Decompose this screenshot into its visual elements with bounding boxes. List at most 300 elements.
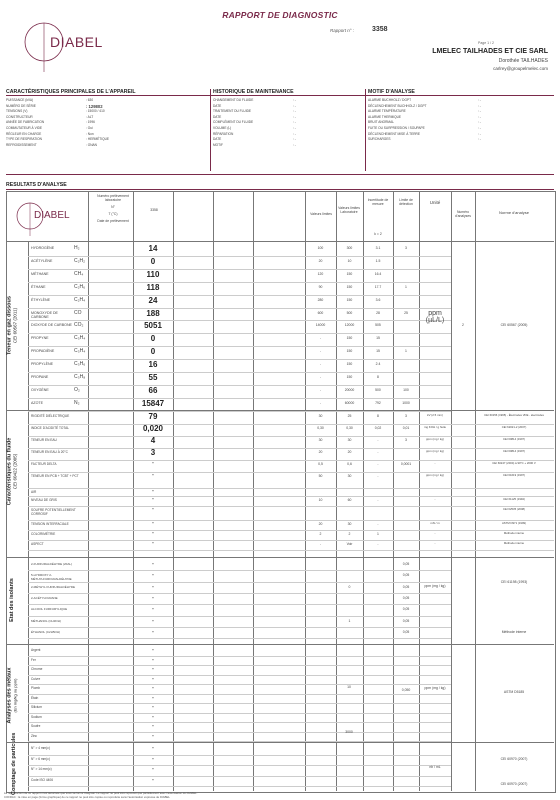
gas-lab: 300: [346, 246, 353, 250]
iso-value: -: [152, 583, 154, 590]
carac-value: : 129802: [86, 103, 103, 109]
fluid-norm: CEI 62021-2 (2007): [501, 425, 527, 429]
carac-value: : Oui: [86, 125, 93, 130]
part-name: Code ISO 4406: [31, 777, 53, 782]
gas-formula: H₂: [74, 245, 80, 251]
carac-label: ANNÉE DE FABRICATION: [6, 120, 45, 125]
fluid-limit: 30: [318, 414, 323, 418]
report-number: 3358: [372, 26, 388, 33]
carac-label: NUMÉRO DE SÉRIE: [6, 103, 36, 108]
fluid-inc: -: [377, 542, 379, 546]
fluid-name: SOUFRE POTENTIELLEMENT CORROSIF: [31, 508, 76, 516]
motif-value: : -: [478, 137, 481, 142]
motif-value: : -: [478, 125, 481, 130]
carac-label: CONSTRUCTEUR: [6, 114, 33, 119]
histo-value: : -: [293, 137, 296, 142]
fluid-norm: CEI 60156 (1995) - Électrodes VDE - électrodes: [484, 413, 544, 417]
motif-value: : -: [478, 109, 481, 114]
motif-label: ALARME THERMIQUE: [368, 114, 402, 119]
gas-name: PROPADIÈNE: [31, 349, 55, 354]
fluid-limit: 0,30: [317, 426, 324, 430]
fluid-lab: 30: [347, 438, 352, 442]
metal-name: Silicium: [31, 705, 42, 709]
gas-lab: 150: [346, 349, 353, 354]
motif-label: DÉCLENCHEMENT BUCHHOLZ / DGPT: [368, 103, 427, 108]
iso-name: 2-MÉTHYL FURFURALDÉHYDE: [31, 584, 76, 589]
iso-name: 5-HYDROXY 2-MÉTHYLFURFURALDÉHYDE: [31, 573, 72, 582]
gas-lab: 150: [346, 284, 353, 289]
gas-inc: 792: [375, 400, 381, 405]
fluid-name: ASPECT: [31, 542, 44, 546]
fluid-value: -: [152, 520, 154, 526]
iso-name: 2-FURFURALDÉHYDE (2FAL): [31, 562, 73, 566]
gas-value: 188: [146, 308, 160, 318]
gas-det: 1: [405, 284, 407, 289]
metal-name: Plomb: [31, 686, 41, 690]
motif-label: FUITE OU SURPRESSION / SOUPAPE: [368, 125, 425, 130]
fluid-value: -: [152, 496, 154, 502]
metal-norm: ASTM D5185: [503, 690, 525, 694]
gas-value: 55: [148, 373, 158, 382]
gas-limit: 280: [317, 297, 324, 302]
gas-name: OXYGÈNE: [31, 387, 49, 392]
carac-list: [6, 98, 206, 148]
gas-value: 5051: [144, 321, 162, 331]
gas-inc: 8: [377, 375, 379, 379]
carac-row: [6, 143, 206, 149]
gas-limit: -: [319, 400, 322, 405]
metal-unit: ppm (mg / kg): [424, 686, 446, 690]
gas-inc: 1.5: [375, 258, 381, 263]
group-isolants-label: Etat des isolants: [9, 578, 15, 622]
gas-inc: 505: [375, 323, 381, 328]
gas-value: 0: [150, 334, 156, 344]
carac-value: : HERMÉTIQUE: [86, 137, 110, 142]
th-detect: Limite de détection: [399, 198, 413, 206]
metal-value: -: [152, 675, 154, 682]
gas-value: 16: [148, 360, 158, 370]
fluid-unit: ppm (mg / kg): [426, 473, 444, 477]
gas-lab: 150: [346, 375, 353, 379]
metal-name: Soufre: [31, 724, 41, 728]
fluid-norm: ASTM D971 (1999): [501, 521, 527, 525]
th-ref: [135, 196, 173, 212]
fluid-unit: ppm (mg / kg): [426, 449, 444, 453]
iso-norm: CEI 61198 (1993): [500, 580, 528, 584]
th-norm: Norme d'analyse: [499, 210, 529, 215]
fluid-value: -: [152, 530, 154, 536]
carac-label: COMMUTATEUR À VIDE: [6, 125, 43, 130]
table-logo-text: DIABEL: [34, 210, 70, 221]
th-ref-value: 3358: [150, 208, 158, 212]
part-value: -: [152, 755, 154, 762]
part-name: N° > 14 mm(c): [31, 767, 52, 771]
histo-label: DATE: [213, 103, 222, 108]
histo-label: DATE: [213, 114, 222, 119]
iso-det: 0,05: [402, 629, 410, 634]
histo-value: : -: [293, 98, 296, 102]
gas-inc: 15: [376, 349, 380, 354]
iso-value: -: [152, 628, 154, 635]
carac-value: : Non: [86, 131, 94, 136]
carac-label: TYPE DE RESPIRATION: [6, 137, 42, 142]
fluid-lab: 60: [347, 498, 352, 502]
contact-name: Dorothée TAILHADES: [498, 58, 548, 64]
iso-name: MÉTHANOL (CH3OH): [31, 618, 61, 623]
fluid-limit: 0,5: [318, 462, 323, 466]
iso-det: 0,05: [402, 618, 410, 623]
fluid-unit: -: [434, 531, 436, 535]
gas-name: MÉTHANE: [31, 271, 49, 276]
gas-det: 3: [405, 246, 407, 250]
metal-lab2: 3000: [345, 730, 353, 734]
footer-line-1: La reproduction de ce rapport n'est autorisée que sous sa forme intégrale. Le rapport ne peut être reproduit que partiellement avec l'autorisation du DIABEL.: [4, 791, 198, 795]
iso-value: -: [152, 572, 154, 579]
gas-value: 0: [150, 347, 156, 357]
fluid-value: -: [152, 472, 154, 478]
metal-name: Fer: [31, 657, 36, 662]
fluid-unit: mg KOH / g huile: [423, 425, 446, 429]
gas-formula: CO₂: [74, 322, 84, 329]
gas-det: 25: [404, 310, 408, 315]
motif-list: [368, 98, 553, 143]
fluid-det: 0,01: [402, 426, 410, 430]
histo-label: TRAITEMENT DU FLUIDE: [213, 109, 252, 114]
iso-lab: 0: [348, 584, 351, 589]
fluid-value: -: [152, 506, 154, 512]
histo-value: : -: [293, 103, 296, 108]
gas-value: 15847: [141, 398, 165, 408]
fluid-lab: 0,6: [347, 462, 352, 466]
gas-value: 118: [146, 282, 160, 292]
gas-value: 14: [148, 244, 158, 253]
fluid-limit: -: [319, 542, 322, 546]
iso-name: ALCOOL FURFURYLIQUE: [31, 607, 68, 612]
iso-value: -: [152, 617, 154, 624]
fluid-unit: kV (2.5 mm): [427, 413, 443, 417]
gas-limit: 120: [317, 271, 324, 276]
fluid-inc: -: [377, 474, 379, 478]
group-gaz-label: Teneur en gaz dissous CEI 60567 (2011): [6, 296, 18, 355]
gas-limit: 14000: [315, 323, 326, 328]
fluid-name: COLORIMÉTRIE: [31, 532, 56, 536]
gas-limit: 100: [317, 246, 324, 250]
gas-inc: 28: [376, 310, 380, 315]
gas-num: 2: [462, 323, 464, 327]
fluid-name: TENSION INTERFACIALE: [31, 522, 69, 526]
group-fluide-label: Caractéristiques du fluide CEI 60422 (2005): [6, 437, 18, 506]
metal-name: Chrome: [31, 667, 43, 671]
gas-name: PROPYLÈNE: [31, 362, 53, 367]
histo-list: [213, 98, 363, 148]
histo-value: : -: [293, 142, 296, 147]
motif-value: : -: [478, 114, 481, 119]
fluid-inc: -: [377, 522, 379, 526]
iso-name: 2-ACÉTYLFURANE: [31, 595, 58, 600]
gas-limit: -: [319, 375, 322, 379]
motif-value: : -: [478, 103, 481, 108]
th-incert: Incertitude de mesure: [367, 198, 389, 206]
fluid-det: 3: [405, 414, 407, 418]
motif-value: : -: [478, 131, 481, 136]
carac-value: : 1996: [86, 120, 95, 125]
motif-value: : -: [478, 120, 481, 125]
fluid-inc: 0,02: [374, 426, 382, 430]
fluid-name: FACTEUR DELTA: [31, 462, 57, 466]
histo-label: VOLUME (L): [213, 125, 232, 130]
iso-det: 0,05: [402, 595, 410, 600]
histo-label: CHANGEMENT DU FLUIDE: [213, 98, 254, 102]
fluid-limit: 20: [318, 450, 323, 454]
iso-lab: 1: [348, 618, 351, 623]
carac-value: : 15000 / 410: [86, 109, 105, 114]
fluid-inc: -: [377, 498, 379, 502]
company-name: LMELEC TAILHADES ET CIE SARL: [432, 48, 548, 55]
th-lab: Valeurs limites Laboratoire: [338, 206, 360, 214]
th-unit: Unité: [429, 200, 441, 205]
histo-label: DATE: [213, 137, 222, 142]
fluid-name: TENEUR EN EAU À 20°C: [31, 450, 68, 454]
carac-label: REFROIDISSEMENT: [6, 142, 37, 147]
fluid-norm: CEI 62535 (2008): [502, 507, 526, 511]
gas-value: 66: [148, 385, 158, 395]
gas-lab: 60000: [344, 400, 355, 405]
gas-formula: C₂H₄: [74, 296, 86, 303]
fluid-norm: Méthode interne: [503, 531, 525, 535]
part-name: N° > 6 mm(c): [31, 756, 50, 761]
fluid-value: -: [152, 540, 154, 546]
part-norm: CEI 60970 (2007): [500, 757, 528, 761]
metal-name: Étain: [31, 695, 39, 700]
gas-limit: 20: [318, 258, 323, 263]
section-histo-title: HISTORIQUE DE MAINTENANCE: [213, 89, 294, 95]
gas-value: 110: [146, 269, 160, 279]
fluid-lab: 30: [347, 474, 352, 478]
fluid-norm: CEI 60814 (1997): [502, 437, 526, 441]
gas-inc: 17.7: [374, 284, 382, 289]
histo-label: MOTIF: [213, 142, 223, 147]
fluid-norm: Méthode interne: [503, 541, 525, 545]
section-results-title: RESULTATS D'ANALYSE: [6, 182, 67, 188]
fluid-value: 79: [148, 412, 158, 421]
histo-label: RÉPARATION: [213, 131, 234, 136]
fluid-norm: CEI 60247 (2004) à 90°C + 2000 V: [492, 461, 536, 465]
histo-value: : -: [293, 120, 296, 125]
carac-label: RÉGLEUR EN CHARGE: [6, 131, 42, 136]
fluid-value: 4: [150, 436, 156, 445]
th-num-n: N°: [111, 205, 115, 209]
section-motif-title: MOTIF D'ANALYSE: [368, 89, 415, 95]
metal-det: 0,050: [401, 688, 411, 692]
metal-name: Zinc: [31, 733, 38, 738]
report-title: RAPPORT DE DIAGNOSTIC: [222, 10, 338, 20]
fluid-norm: CEI 60814 (1997): [502, 449, 526, 453]
iso-det: 0,05: [402, 573, 410, 578]
carac-label: TENSIONS (V): [6, 109, 28, 114]
fluid-det: 3: [405, 438, 407, 442]
fluid-lab: 30: [347, 522, 352, 526]
th-k: k = 2: [374, 232, 382, 236]
gas-formula: O₂: [74, 386, 80, 393]
metal-name: Cuivre: [31, 676, 41, 681]
gas-formula: C₃H₈: [74, 374, 86, 380]
iso-norm2: Méthode interne: [501, 630, 527, 634]
gas-lab: 150: [346, 336, 353, 341]
gas-name: HYDROGÈNE: [31, 246, 55, 250]
gas-formula: C₃H₆: [74, 361, 86, 368]
gas-name: ACÉTYLÈNE: [31, 258, 53, 263]
metal-value: -: [152, 656, 154, 663]
gas-limit: -: [319, 362, 322, 367]
metal-value: -: [152, 647, 154, 653]
gas-value: 24: [148, 295, 158, 305]
gas-det: 100: [403, 387, 409, 392]
fluid-value: 3: [150, 448, 156, 457]
section-carac-title: CARACTÉRISTIQUES PRINCIPALES DE L'APPAREIL: [6, 89, 136, 95]
gas-lab: 10: [347, 258, 352, 263]
gas-formula: CH₄: [74, 270, 84, 277]
gas-name: DIOXYDE DE CARBONE: [31, 323, 72, 328]
metal-value: -: [152, 732, 154, 739]
gas-limit: 90: [318, 284, 323, 289]
fluid-value: 0,020: [142, 424, 164, 433]
gas-name: AZOTE: [31, 400, 43, 405]
part-value: -: [152, 776, 154, 783]
histo-label: COMPLÉMENT DU FLUIDE: [213, 120, 254, 125]
carac-label: PUISSANCE (kVA): [6, 98, 34, 102]
gas-limit: -: [319, 336, 322, 341]
histo-value: : -: [293, 131, 296, 136]
metal-name: Sodium: [31, 714, 42, 719]
iso-value: -: [152, 561, 154, 567]
gas-formula: C₂H₆: [74, 283, 86, 290]
logo-text: DIABEL: [50, 34, 103, 50]
gas-inc: 2.4: [375, 362, 381, 367]
gas-formula: N₂: [74, 399, 80, 406]
metal-value: -: [152, 713, 154, 720]
histo-row: [213, 143, 363, 149]
histo-value: : -: [293, 114, 296, 119]
gas-limit: -: [319, 349, 322, 354]
fluid-name: INDICE D'ACIDITÉ TOTAL: [31, 426, 69, 430]
fluid-unit: -: [434, 541, 436, 545]
gas-name: ÉTHYLÈNE: [31, 297, 50, 302]
gas-lab: 12000: [344, 323, 355, 328]
fluid-unit: -: [434, 461, 436, 465]
gas-formula: CO: [74, 309, 82, 316]
iso-value: -: [152, 594, 154, 601]
fluid-det: 0,0001: [400, 462, 412, 466]
histo-value: : -: [293, 125, 296, 130]
fluid-norm: CEI 61125 (1992): [503, 497, 525, 501]
part-value: -: [152, 745, 154, 751]
iso-name: ÉTHANOL (C2H5OH): [31, 629, 61, 634]
fluid-name: RIGIDITÉ DIÉLECTRIQUE: [31, 414, 70, 418]
motif-label: DÉCLENCHEMENT MISE À TERRE: [368, 131, 420, 136]
th-num-t: T (°C): [108, 212, 118, 216]
gas-formula: C₃H₄: [74, 335, 86, 342]
gas-limit: 600: [317, 310, 324, 315]
fluid-limit: 10: [318, 498, 323, 502]
gas-det: 1: [405, 349, 407, 354]
metal-value: -: [152, 704, 154, 710]
motif-label: SURCHARGES: [368, 137, 391, 142]
iso-det: 0,05: [402, 584, 410, 589]
th-num-label: Numéro prélèvement laboratoire: [97, 194, 129, 202]
fluid-lab: 2: [348, 532, 351, 536]
fluid-lab: 20: [347, 450, 352, 454]
gas-det: 1000: [402, 400, 410, 405]
gas-inc: 15: [376, 336, 380, 341]
gas-formula: C₃H₄: [74, 348, 86, 355]
fluid-norm: CEI 61619 (1997): [502, 473, 526, 477]
part-unit: nb / mL: [429, 765, 441, 769]
iso-unit: ppm (mg / kg): [424, 584, 446, 588]
fluid-unit: ppm (mg / kg): [426, 437, 444, 441]
fluid-inc: -: [377, 450, 379, 454]
gas-inc: 3.1: [375, 246, 381, 250]
gas-inc: 500: [375, 387, 381, 392]
page-number: Page 1 / 2: [478, 41, 494, 45]
motif-label: BRUIT ANORMAL: [368, 120, 394, 125]
th-num: [93, 194, 133, 223]
logo: [14, 20, 104, 72]
fluid-unit: -: [434, 497, 436, 501]
metal-lab: 10: [347, 685, 351, 689]
iso-det: 0,05: [402, 607, 410, 612]
group-particules-label: Comptage de particules: [11, 732, 17, 795]
gas-limit: -: [319, 387, 322, 392]
part-name: N° > 4 mm(c): [31, 746, 50, 750]
fluid-limit: 30: [318, 438, 323, 442]
fluid-lab: Voir: [346, 542, 353, 546]
motif-label: ALARME BUCHHOLZ / DGPT: [368, 98, 412, 102]
gas-lab: 150: [346, 271, 353, 276]
gas-lab: 500: [346, 310, 353, 315]
metal-value: -: [152, 723, 154, 729]
fluid-name: TENEUR EN EAU: [31, 438, 57, 442]
iso-det: 0,05: [402, 562, 410, 566]
fluid-value: -: [152, 460, 154, 466]
motif-label: ALARME TEMPÉRATURE: [368, 109, 406, 114]
gas-formula: C₂H₂: [74, 257, 86, 264]
carac-value: : ALT: [86, 114, 94, 119]
metal-name: Argent: [31, 648, 41, 652]
fluid-name: NIVEAU DE GRIS: [31, 498, 57, 502]
fluid-inc: -: [377, 462, 379, 466]
fluid-lab: 25: [347, 414, 352, 418]
motif-value: : -: [478, 98, 481, 102]
report-number-label: Rapport n° :: [330, 28, 355, 33]
iso-value: -: [152, 606, 154, 613]
fluid-lab: 0,30: [346, 426, 353, 430]
gas-name: PROPANE: [31, 375, 49, 379]
gas-inc: 3.6: [375, 297, 381, 302]
carac-value: : 630: [86, 98, 94, 102]
gas-lab: 20000: [344, 387, 355, 392]
part-value: -: [152, 766, 154, 772]
gas-inc: 16.4: [374, 271, 382, 276]
fluid-limit: 20: [318, 522, 323, 526]
fluid-name: AIR: [31, 490, 37, 494]
gas-name: PROPYNE: [31, 336, 49, 341]
gas-unit: ppm (µL/L): [425, 310, 445, 324]
part-norm2: CEI 60970 (2007): [500, 782, 528, 786]
gas-name: ÉTHANE: [31, 284, 46, 289]
motif-row: [368, 137, 553, 143]
fluid-unit: mN / m: [430, 521, 440, 525]
gas-lab: 150: [346, 362, 353, 367]
